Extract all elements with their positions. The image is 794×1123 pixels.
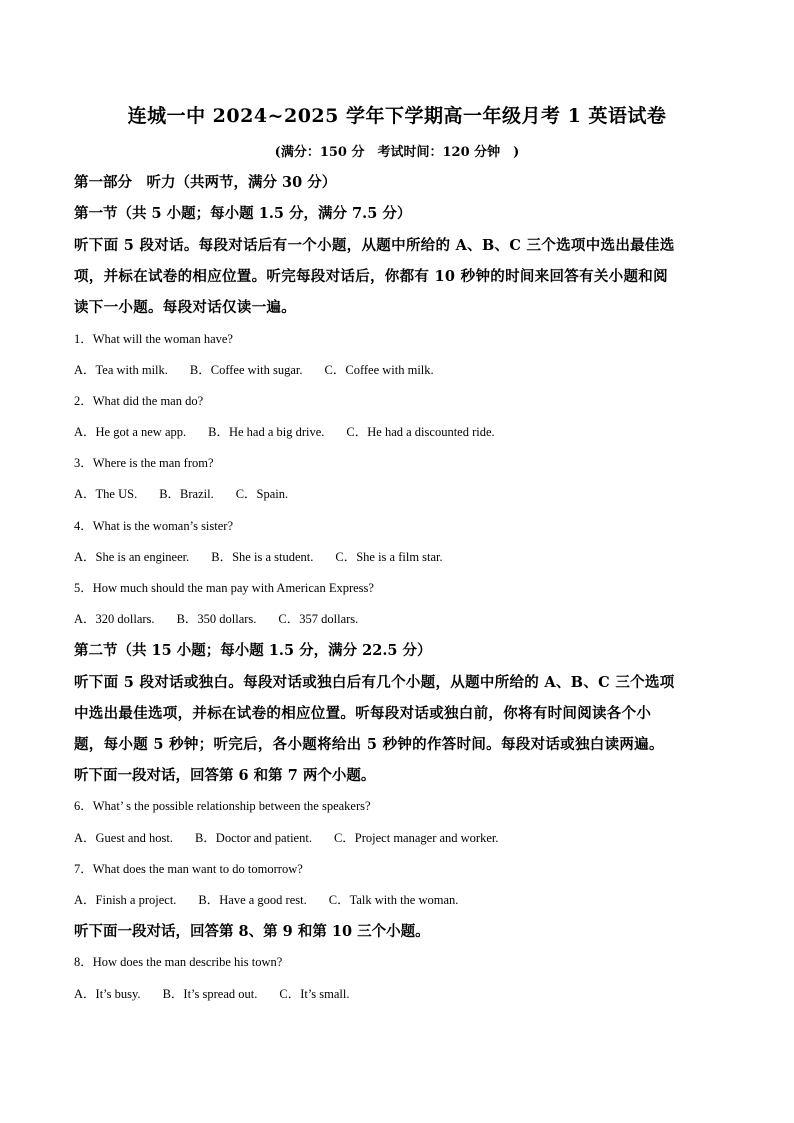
question-stem: 4．What is the woman’s sister? [74,519,233,533]
question-options [74,484,310,502]
option-c: C．Coffee with milk. [324,363,434,377]
question-options [74,360,456,378]
group-prompt: 听下面一段对话，回答第 6 和第 7 两个小题。 [74,767,376,784]
question-options [74,890,480,908]
question-stem: 3．Where is the man from? [74,456,214,470]
exam-title: 连城一中 2024~2025 学年下学期高一年级月考 1 英语试卷 [127,105,667,127]
option-a: A．He got a new app. [74,425,187,439]
question-options [74,609,380,627]
question-options [74,828,521,846]
section1-instruction-line: 读下一小题。每段对话仅读一遍。 [74,299,296,316]
option-b: B．Have a good rest. [198,893,307,907]
option-a: A．Finish a project. [74,893,177,907]
option-c: C．Spain. [235,487,289,501]
question-stem: 2．What did the man do? [74,394,204,408]
option-b: B．She is a student. [211,550,314,564]
question-options [74,422,517,440]
option-b: B．350 dollars. [176,612,257,626]
option-c: C．357 dollars. [278,612,359,626]
option-c: C．Talk with the woman. [328,893,459,907]
question-stem: 7．What does the man want to do tomorrow? [74,862,303,876]
question-options [74,984,372,1002]
section1-instruction-line: 听下面 5 段对话。每段对话后有一个小题，从题中所给的 A、B、C 三个选项中选出最佳选 [74,237,675,254]
option-b: B．Brazil. [159,487,214,501]
question-stem: 6．What’ s the possible relationship between the speakers? [74,799,371,813]
option-c: C．She is a film star. [335,550,443,564]
section2-heading: 第二节（共 15 小题；每小题 1.5 分，满分 22.5 分） [74,642,432,659]
section1-instruction-line: 项，并标在试卷的相应位置。听完每段对话后，你都有 10 秒钟的时间来回答有关小题和阅 [74,268,668,285]
group-prompt: 听下面一段对话，回答第 8、第 9 和第 10 三个小题。 [74,923,430,940]
option-a: A．Tea with milk. [74,363,168,377]
section1-heading: 第一节（共 5 小题；每小题 1.5 分，满分 7.5 分） [74,205,412,222]
question-options [74,547,465,565]
question-stem: 1．What will the woman have? [74,332,233,346]
option-b: B．Doctor and patient. [194,831,312,845]
option-a: A．She is an engineer. [74,550,190,564]
section2-instruction-line: 题，每小题 5 秒钟；听完后，各小题将给出 5 秒钟的作答时间。每段对话或独白读两遍。 [74,736,664,753]
option-b: B．He had a big drive. [208,425,325,439]
option-b: B．It’s spread out. [162,987,258,1001]
option-c: C．He had a discounted ride. [346,425,495,439]
section2-instruction-line: 中选出最佳选项，并标在试卷的相应位置。听每段对话或独白前，你将有时间阅读各个小 [74,705,652,722]
option-c: C．Project manager and worker. [333,831,499,845]
question-stem: 8．How does the man describe his town? [74,955,283,969]
question-stem: 5．How much should the man pay with American Express? [74,581,374,595]
option-a: A．The US. [74,487,138,501]
option-a: A．320 dollars. [74,612,155,626]
option-b: B．Coffee with sugar. [189,363,303,377]
part1-heading: 第一部分 听力（共两节，满分 30 分） [74,174,337,191]
option-c: C．It’s small. [279,987,350,1001]
option-a: A．It’s busy. [74,987,141,1001]
option-a: A．Guest and host. [74,831,173,845]
section2-instruction-line: 听下面 5 段对话或独白。每段对话或独白后有几个小题，从题中所给的 A、B、C 三个选项 [74,674,675,691]
exam-subtitle: (满分：150 分 考试时间：120 分钟 ) [274,145,520,160]
